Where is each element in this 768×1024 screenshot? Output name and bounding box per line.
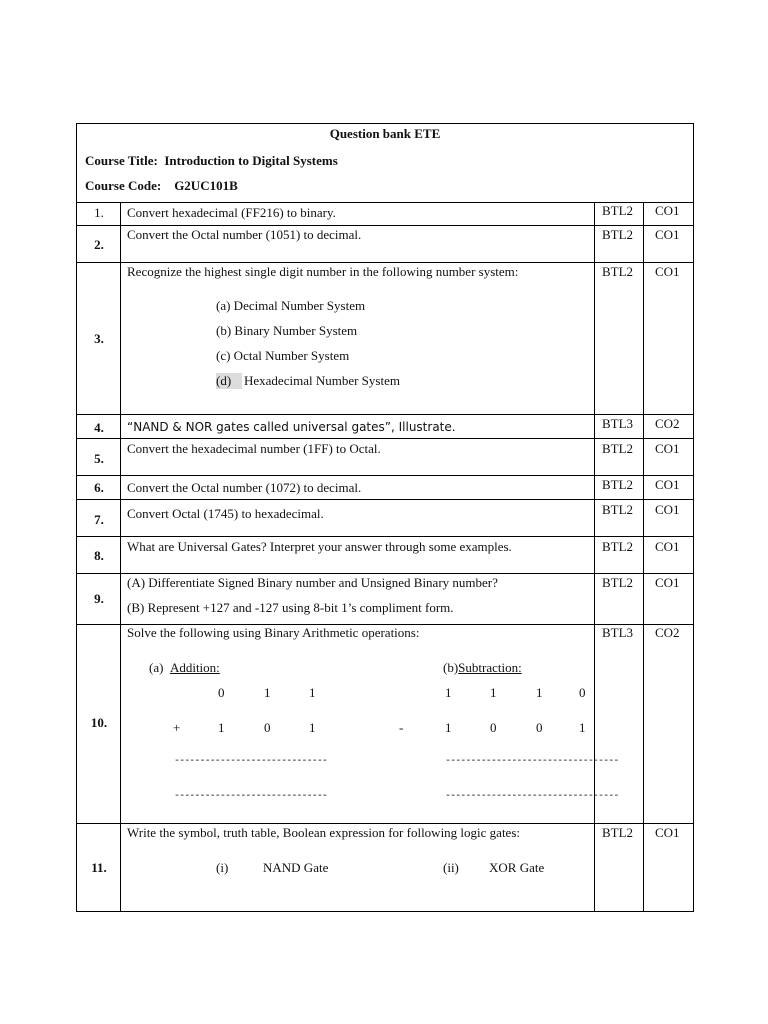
- column-divider: [643, 202, 644, 911]
- course-outcome: CO1: [655, 264, 680, 279]
- course-code-line: [85, 178, 238, 194]
- btl-level: BTL2: [602, 502, 634, 517]
- question-number: 11.: [91, 860, 107, 875]
- question-text: Write the symbol, truth table, Boolean expression for following logic gates:: [127, 825, 521, 840]
- addition-label: (a) Addition:: [149, 660, 220, 675]
- row-divider: [77, 414, 693, 415]
- question-text: What are Universal Gates? Interpret your answer through some examples.: [127, 539, 512, 554]
- question-number: 7.: [94, 512, 104, 527]
- subtraction-label: (b)Subtraction:: [443, 660, 522, 675]
- course-outcome: CO1: [655, 539, 680, 554]
- btl-level: BTL2: [602, 539, 634, 554]
- minuend-digit: 1: [490, 685, 497, 700]
- btl-level: BTL3: [602, 416, 634, 431]
- question-text: “NAND & NOR gates called universal gates”, Illustrate.: [127, 420, 456, 434]
- question-text: Convert the hexadecimal number (1FF) to Octal.: [127, 441, 381, 456]
- btl-level: BTL2: [602, 441, 634, 456]
- subtrahend-digit: 0: [490, 720, 497, 735]
- course-outcome: CO1: [655, 227, 680, 242]
- btl-level: BTL3: [602, 625, 634, 640]
- addend-digit: 0: [218, 685, 225, 700]
- option-d-marker: (d): [216, 373, 242, 389]
- btl-level: BTL2: [602, 825, 634, 840]
- course-title-value: Introduction to Digital Systems: [164, 153, 338, 168]
- btl-level: BTL2: [602, 264, 634, 279]
- document-title: Question bank ETE: [329, 126, 441, 141]
- question-text: Convert the Octal number (1051) to decimal.: [127, 227, 362, 242]
- btl-level: BTL2: [602, 575, 634, 590]
- course-outcome: CO1: [655, 477, 680, 492]
- course-outcome: CO1: [655, 825, 680, 840]
- subtrahend-digit: 1: [579, 720, 586, 735]
- course-title-line: [85, 153, 338, 169]
- row-divider: [77, 823, 693, 824]
- question-text-part-b: (B) Represent +127 and -127 using 8-bit 1’s compliment form.: [127, 600, 454, 615]
- minuend-digit: 1: [536, 685, 543, 700]
- course-outcome: CO1: [655, 441, 680, 456]
- minuend-digit: 1: [445, 685, 452, 700]
- subtraction-rule: ----------------------------------: [445, 756, 619, 767]
- gate-2-name: XOR Gate: [489, 860, 545, 875]
- question-number: 4.: [94, 420, 104, 435]
- row-divider: [77, 573, 693, 574]
- subtraction-rule: ----------------------------------: [445, 791, 619, 802]
- question-number: 1.: [94, 205, 104, 220]
- course-code-value: G2UC101B: [174, 178, 238, 193]
- course-outcome: CO2: [655, 416, 680, 431]
- addend-digit: 0: [264, 720, 271, 735]
- row-divider: [77, 475, 693, 476]
- question-text: Convert the Octal number (1072) to decimal.: [127, 480, 362, 495]
- option-c: (c) Octal Number System: [216, 348, 350, 363]
- row-divider: [77, 499, 693, 500]
- option-b: (b) Binary Number System: [216, 323, 358, 338]
- btl-level: BTL2: [602, 227, 634, 242]
- gate-1-prefix: (i): [216, 860, 229, 875]
- question-number: 9.: [94, 591, 104, 606]
- gate-1-name: NAND Gate: [263, 860, 329, 875]
- subtrahend-digit: 0: [536, 720, 543, 735]
- btl-level: BTL2: [602, 203, 634, 218]
- option-d: Hexadecimal Number System: [244, 373, 400, 388]
- question-text: Convert hexadecimal (FF216) to binary.: [127, 205, 336, 220]
- course-outcome: CO1: [655, 575, 680, 590]
- gate-2-prefix: (ii): [443, 860, 459, 875]
- addend-digit: 1: [218, 720, 225, 735]
- question-number: 6.: [94, 480, 104, 495]
- question-number: 10.: [90, 715, 108, 730]
- addition-rule: ------------------------------: [174, 791, 328, 802]
- course-title-label: Course Title:: [85, 153, 158, 168]
- btl-level: BTL2: [602, 477, 634, 492]
- addend-digit: 1: [309, 685, 316, 700]
- row-divider: [77, 262, 693, 263]
- question-number: 3.: [94, 331, 104, 346]
- plus-operator: +: [173, 720, 181, 735]
- addition-rule: ------------------------------: [174, 756, 328, 767]
- question-number: 2.: [94, 237, 104, 252]
- question-number: 8.: [94, 548, 104, 563]
- question-text: Solve the following using Binary Arithmetic operations:: [127, 625, 420, 640]
- course-outcome: CO1: [655, 203, 680, 218]
- subtrahend-digit: 1: [445, 720, 452, 735]
- addend-digit: 1: [264, 685, 271, 700]
- row-divider: [77, 438, 693, 439]
- course-outcome: CO1: [655, 502, 680, 517]
- course-code-label: Course Code:: [85, 178, 162, 193]
- question-number: 5.: [94, 451, 104, 466]
- column-divider: [594, 202, 595, 911]
- row-divider: [77, 536, 693, 537]
- question-bank-table: [76, 123, 694, 912]
- header-block: [77, 124, 693, 203]
- row-divider: [77, 225, 693, 226]
- question-text: Recognize the highest single digit number in the following number system:: [127, 264, 519, 279]
- minus-operator: -: [399, 720, 404, 735]
- course-outcome: CO2: [655, 625, 680, 640]
- option-a: (a) Decimal Number System: [216, 298, 366, 313]
- question-text: (A) Differentiate Signed Binary number and Unsigned Binary number?: [127, 575, 498, 590]
- question-text: Convert Octal (1745) to hexadecimal.: [127, 506, 324, 521]
- minuend-digit: 0: [579, 685, 586, 700]
- addend-digit: 1: [309, 720, 316, 735]
